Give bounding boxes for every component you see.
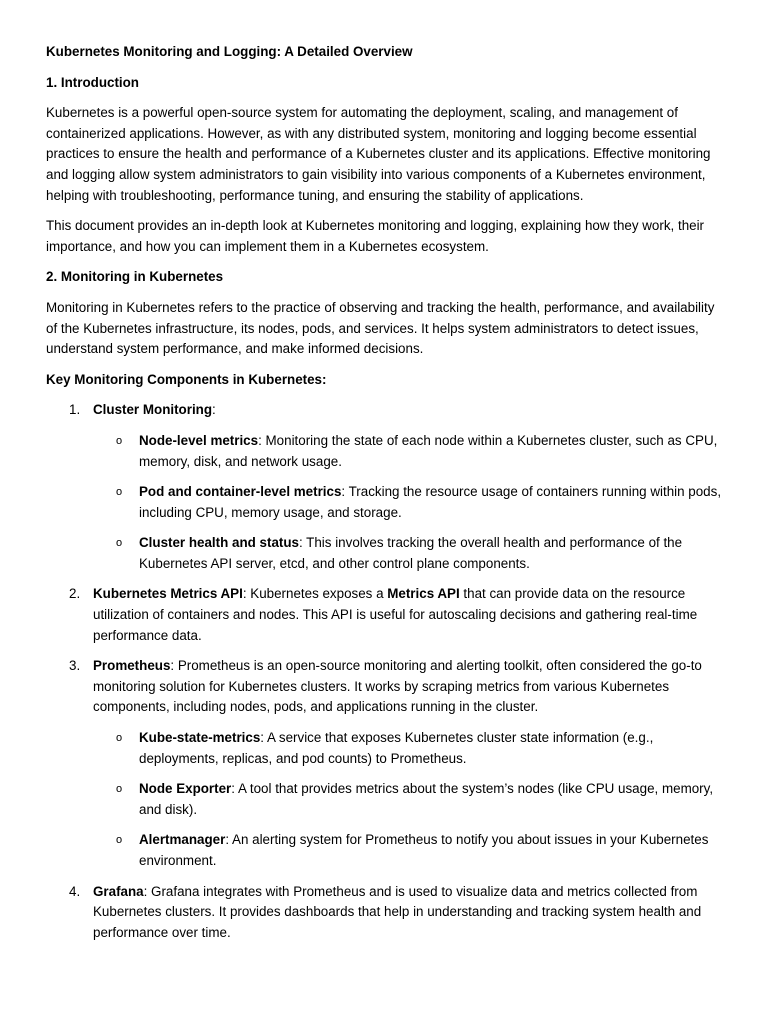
intro-paragraph-1: Kubernetes is a powerful open-source system for automating the deployment, scaling, and management of containerized applications. However, as with any distributed system, monitoring and logging become essential practices to ensure the health and performance of a Kubernetes cluster and its applications. Effective monitoring and logging allow system administrators to gain visibility into various components of a Kubernetes environment, helping with troubleshooting, performance tuning, and ensuring the stability of applications. (46, 105, 711, 203)
item-text: : (212, 402, 216, 418)
item-term: Grafana (93, 883, 144, 899)
monitoring-paragraph: Monitoring in Kubernetes refers to the practice of observing and tracking the health, performance, and availability of the Kubernetes infrastructure, its nodes, pods, and services. It helps system administrators to detect issues, understand system performance, and make informed decisions. (46, 299, 715, 357)
list-item-cluster-monitoring (46, 400, 722, 574)
circle-bullet-icon: o (116, 834, 123, 847)
sub-item-text: : A service that exposes Kubernetes cluster state information (e.g., deployments, replicas, and pod counts) to Prometheus. (139, 730, 654, 766)
item-text: that can provide data on the resource utilization of containers and nodes. This API is useful for autoscaling decisions and gathering real-time performance data. (93, 586, 698, 643)
document-title: Kubernetes Monitoring and Logging: A Detailed Overview (46, 44, 413, 59)
sub-item-term: Cluster health and status (139, 535, 299, 551)
sub-item-term: Alertmanager (139, 832, 226, 848)
sub-item-kube-state-metrics (93, 728, 722, 769)
sub-item-text: : An alerting system for Prometheus to notify you about issues in your Kubernetes environment. (139, 832, 709, 868)
intro-paragraph-2: This document provides an in-depth look at Kubernetes monitoring and logging, explaining how they work, their importance, and how you can implement them in a Kubernetes ecosystem. (46, 218, 705, 254)
key-components-heading: Key Monitoring Components in Kubernetes: (46, 371, 327, 387)
sub-item-node-metrics (93, 431, 722, 472)
sub-item-alertmanager (93, 830, 722, 871)
item-text: : Grafana integrates with Prometheus and is used to visualize data and metrics collected from Kubernetes clusters. It provides dashboards that help in understanding and tracking system health and performance over time. (93, 883, 702, 940)
item-text: : Kubernetes exposes a (242, 586, 388, 602)
sub-item-text: : Tracking the resource usage of containers running within pods, including CPU, memory usage, and storage. (139, 484, 722, 520)
list-item-metrics-api (46, 584, 722, 646)
sub-list (93, 728, 722, 872)
item-term-inline: Metrics API (387, 586, 460, 602)
circle-bullet-icon: o (116, 486, 123, 499)
item-term: Cluster Monitoring (93, 402, 213, 418)
sub-item-text: : This involves tracking the overall health and performance of the Kubernetes API server, etcd, and other control plane components. (139, 535, 683, 571)
sub-item-term: Kube-state-metrics (139, 730, 261, 746)
list-item-prometheus (46, 656, 722, 871)
sub-item-cluster-health (93, 533, 722, 574)
list-number: 4. (69, 883, 81, 899)
sub-item-node-exporter (93, 779, 722, 820)
item-text: : Prometheus is an open-source monitoring and alerting toolkit, often considered the go-to monitoring solution for Kubernetes clusters. It works by scraping metrics from various Kubernetes components, including nodes, pods, and applications running in the cluster. (93, 658, 702, 715)
sub-list (93, 431, 722, 575)
sub-item-term: Pod and container-level metrics (139, 484, 342, 500)
circle-bullet-icon: o (116, 783, 123, 796)
list-item-grafana (46, 882, 722, 944)
components-list (46, 400, 722, 943)
sub-item-text: : A tool that provides metrics about the system’s nodes (like CPU usage, memory, and disk). (139, 781, 714, 817)
circle-bullet-icon: o (116, 537, 123, 550)
section-heading-monitoring: 2. Monitoring in Kubernetes (46, 269, 224, 285)
list-number: 2. (69, 586, 81, 602)
list-number: 3. (69, 658, 81, 674)
item-term: Kubernetes Metrics API (93, 586, 243, 602)
list-number: 1. (69, 402, 81, 418)
item-term: Prometheus (93, 658, 171, 674)
section-heading-introduction: 1. Introduction (46, 74, 139, 90)
sub-item-term: Node-level metrics (139, 432, 259, 448)
circle-bullet-icon: o (116, 732, 123, 745)
sub-item-text: : Monitoring the state of each node within a Kubernetes cluster, such as CPU, memory, disk, and network usage. (139, 432, 718, 469)
sub-item-term: Node Exporter (139, 781, 232, 797)
circle-bullet-icon: o (116, 434, 123, 447)
sub-item-pod-metrics (93, 482, 722, 523)
